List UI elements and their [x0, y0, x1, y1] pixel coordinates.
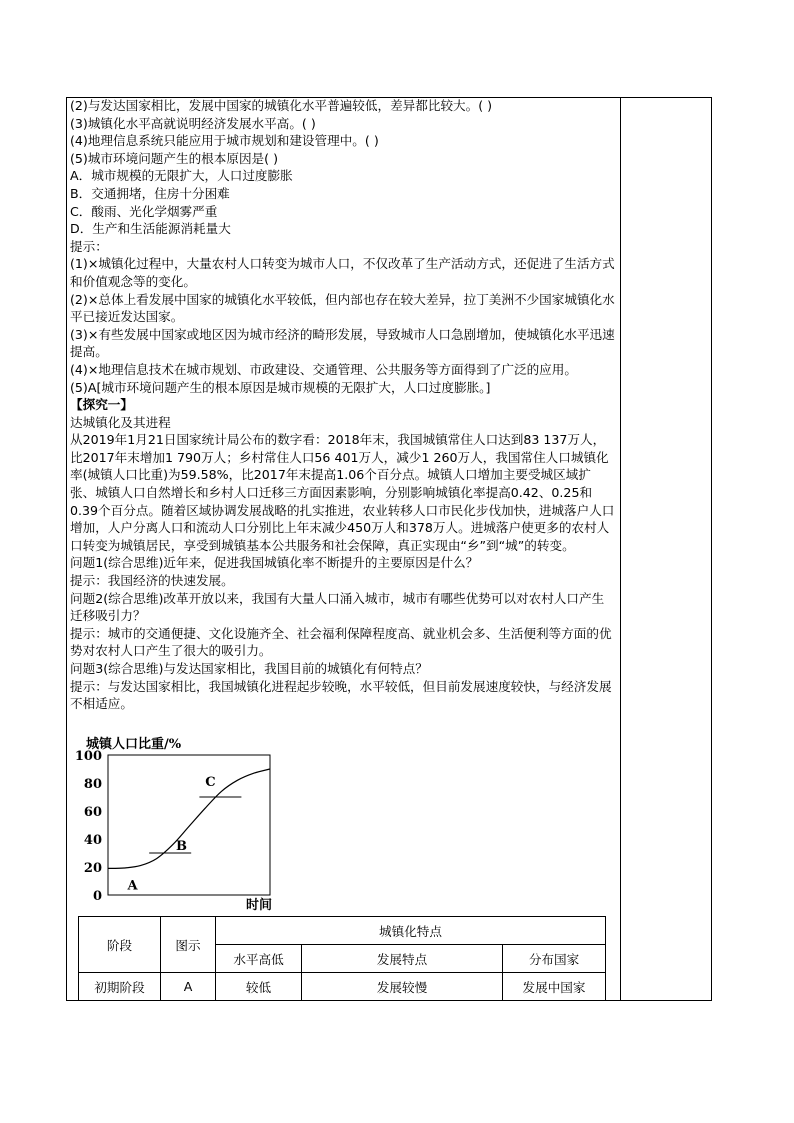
header-stage: 阶段	[79, 917, 161, 973]
table-header-row-1	[79, 917, 606, 945]
chart-svg	[72, 730, 312, 915]
stage-table	[78, 916, 606, 1001]
explore-paragraph: 从2019年1月21日国家统计局公布的数字看：2018年末，我国城镇常住人口达到83 137万人，比2017年末增加1 790万人；乡村常住人口56 401万人，减少1 260万人，我国常住人口城镇化率(城镇人口比重)为59.58%，比2017年末提高1.06个百分点。城镇人口增加主要受城区域扩张、城镇人口自然增长和乡村人口迁移三方面因素影响，分别影响城镇化率提高0.42、0.25和0.39个百分点。随着区域协调发展战略的扎实推进，农业转移人口市民化步伐加快，进城落户人口增加，人户分离人口和流动人口分别比上年末减少450万人和378万人。进城落户使更多的农村人口转变为城镇居民，享受到城镇基本公共服务和社会保障，真正实现由“乡”到“城”的转变。	[70, 432, 615, 553]
y-tick-label: 80	[83, 777, 102, 792]
cell-stage: 初期阶段	[79, 973, 161, 1001]
chart-x-label: 时间	[246, 898, 273, 913]
header-features: 城镇化特点	[216, 917, 606, 945]
cell-figure: A	[161, 973, 216, 1001]
question-2-text: 问题2(综合思维)改革开放以来，我国有大量人口涌入城市，城市有哪些优势可以对农村人口产生迁移吸引力？	[70, 590, 605, 624]
question-1-text: 问题1(综合思维)近年来，促进我国城镇化率不断提升的主要原因是什么？	[70, 555, 479, 571]
y-tick-label: 100	[74, 749, 102, 764]
y-tick-label: 0	[92, 889, 102, 904]
chart-marks	[108, 769, 270, 893]
question-4: (4)地理信息系统只能应用于城市规划和建设管理中。( )	[70, 133, 379, 149]
hint-2-text: 提示：城市的交通便捷、文化设施齐全、社会福利保障程度高、就业机会多、生活便利等方面的优势对农村人口产生了很大的吸引力。	[70, 625, 612, 659]
option-c: C．酸雨、光化学烟雾严重	[70, 203, 218, 219]
explore-heading: 【探究一】	[70, 397, 133, 413]
cell-countries: 发展中国家	[503, 973, 606, 1001]
y-tick-label: 60	[83, 805, 102, 820]
table-row	[79, 973, 606, 1001]
column-divider	[620, 97, 621, 1001]
y-tick-label: 40	[83, 833, 102, 848]
stage-label-c: C	[205, 774, 216, 790]
cell-level: 较低	[216, 973, 302, 1001]
stage-label-a: A	[127, 878, 138, 894]
option-d: D．生产和生活能源消耗量大	[70, 221, 231, 237]
y-tick-label: 20	[83, 861, 102, 876]
answer-5: (5)A[城市环境问题产生的根本原因是城市规模的无限扩大，人口过度膨胀。]	[70, 379, 491, 395]
answer-1: (1)×城镇化过程中，大量农村人口转变为城市人口，不仅改革了生产活动方式，还促进了生活方式和价值观念等的变化。	[70, 256, 615, 289]
urbanization-chart	[72, 730, 312, 915]
hint-label: 提示：	[70, 238, 108, 254]
cell-development: 发展较慢	[302, 973, 503, 1001]
header-level: 水平高低	[216, 945, 302, 973]
question-3-text: 问题3(综合思维)与发达国家相比，我国目前的城镇化有何特点？	[70, 661, 428, 676]
hint-3-text: 提示：与发达国家相比，我国城镇化进程起步较晚，水平较低，但目前发展速度较快，与经济发展不相适应。	[70, 678, 612, 712]
explore-title: 达城镇化及其进程	[70, 414, 171, 430]
answer-3: (3)×有些发展中国家或地区因为城市经济的畸形发展，导致城市人口急剧增加，使城镇化水平迅速提高。	[70, 326, 615, 360]
question-2: (2)与发达国家相比，发展中国家的城镇化水平普遍较低，差异都比较大。( )	[70, 98, 493, 113]
answer-4: (4)×地理信息技术在城市规划、市政建设、交通管理、公共服务等方面得到了广泛的应用。	[70, 361, 577, 377]
header-development: 发展特点	[302, 945, 503, 973]
stage-label-b: B	[176, 839, 188, 855]
question-3: (3)城镇化水平高就说明经济发展水平高。( )	[70, 115, 316, 131]
option-b: B．交通拥堵，住房十分困难	[70, 185, 230, 201]
chart-y-ticks	[75, 749, 102, 904]
option-a: A．城市规模的无限扩大，人口过度膨胀	[70, 168, 293, 184]
header-countries: 分布国家	[503, 945, 606, 973]
answer-2: (2)×总体上看发展中国家的城镇化水平较低，但内部也存在较大差异，拉丁美洲不少国家城镇化水平已接近发达国家。	[70, 291, 615, 325]
chart-y-label: 城镇人口比重/%	[86, 737, 182, 752]
header-figure: 图示	[161, 917, 216, 973]
hint-1-text: 提示：我国经济的快速发展。	[70, 573, 234, 589]
main-content	[70, 97, 616, 713]
question-5: (5)城市环境问题产生的根本原因是( )	[70, 150, 278, 166]
